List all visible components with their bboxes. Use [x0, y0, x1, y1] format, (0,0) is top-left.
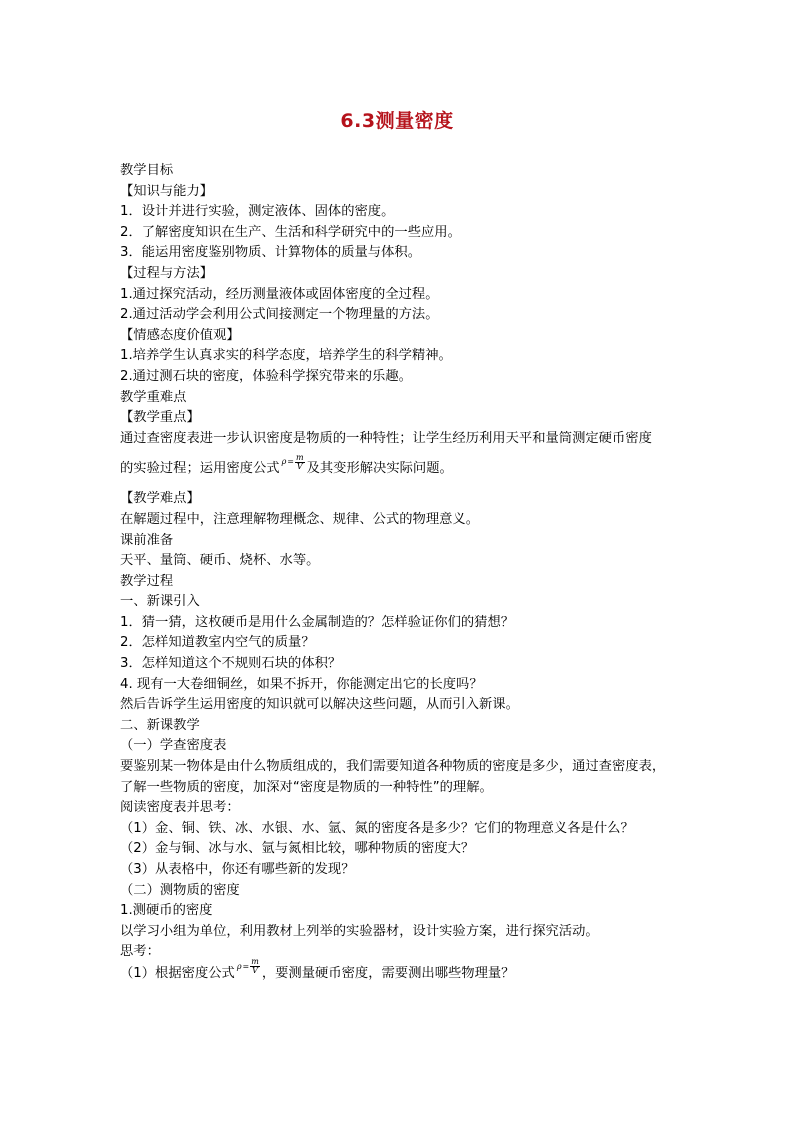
text-line: 教学重难点	[120, 389, 187, 405]
text-line: （1）金、铜、铁、冰、水银、水、氩、氮的密度各是多少？它们的物理意义各是什么？	[120, 820, 634, 836]
text-line: 教学过程	[120, 573, 174, 589]
text-line: 在解题过程中，注意理解物理概念、规律、公式的物理意义。	[120, 511, 480, 527]
density-formula	[282, 454, 305, 471]
text-line: 一、新课引入	[120, 594, 200, 610]
formula-rho: ρ	[281, 457, 287, 467]
text-line: 【知识与能力】	[120, 183, 214, 199]
text-line: 2．了解密度知识在生产、生活和科学研究中的一些应用。	[120, 224, 461, 240]
text-line: 【情感态度价值观】	[120, 327, 240, 343]
formula-numerator: m	[251, 957, 259, 967]
text-line: 1.通过探究活动，经历测量液体或固体密度的全过程。	[120, 286, 439, 302]
text-line: （二）测物质的密度	[120, 882, 240, 898]
text-line: 3．能运用密度鉴别物质、计算物体的质量与体积。	[120, 245, 421, 261]
text-line: 阅读密度表并思考：	[120, 800, 240, 816]
text-line: 通过查密度表进一步认识密度是物质的一种特性；让学生经历利用天平和量筒测定硬币密度	[120, 430, 652, 446]
text-line: 然后告诉学生运用密度的知识就可以解决这些问题，从而引入新课。	[120, 697, 519, 713]
document-body	[120, 161, 680, 985]
text-line: 4. 现有一大卷细铜丝，如果不拆开，你能测定出它的长度吗？	[120, 676, 483, 692]
formula-line	[120, 449, 680, 489]
text-line: 了解一些物质的密度，加深对“密度是物质的一种特性”的理解。	[120, 779, 493, 795]
text-line: 天平、量筒、硬币、烧杯、水等。	[120, 553, 320, 569]
text-line: 二、新课教学	[120, 717, 200, 733]
formula-line-after: 及其变形解决实际问题。	[306, 461, 453, 477]
page-title: 6.3测量密度	[340, 110, 454, 132]
formula-line-2	[120, 957, 680, 985]
text-line: 课前准备	[120, 532, 174, 548]
formula-line-before: 的实验过程；运用密度公式	[120, 461, 280, 477]
text-line: 【教学难点】	[120, 491, 200, 507]
last-line-after: ，要测量硬币密度，需要测出哪些物理量？	[261, 965, 515, 981]
text-line: 【过程与方法】	[120, 265, 214, 281]
text-line: （一）学查密度表	[120, 738, 227, 754]
text-line: 2.通过活动学会利用公式间接测定一个物理量的方法。	[120, 307, 439, 323]
text-line: （3）从表格中，你还有哪些新的发现？	[120, 862, 355, 877]
formula-denominator: V	[296, 461, 303, 471]
formula-numerator: m	[295, 452, 304, 462]
formula-denominator: V	[252, 966, 258, 976]
text-line: 2．怎样知道教室内空气的质量？	[120, 635, 315, 651]
text-line: 3．怎样知道这个不规则石块的体积？	[120, 656, 342, 672]
formula-fraction	[295, 454, 305, 471]
text-line: 教学目标	[120, 163, 174, 178]
text-line: （2）金与铜、冰与水、氩与氮相比较，哪种物质的密度大？	[120, 841, 475, 857]
density-formula-2	[237, 958, 260, 975]
formula-rho: ρ	[236, 961, 242, 971]
last-line-before: （1）根据密度公式	[120, 965, 235, 981]
text-line: 1.测硬币的密度	[120, 903, 213, 919]
text-line: 1．设计并进行实验，测定液体、固体的密度。	[120, 204, 395, 220]
formula-fraction	[250, 958, 260, 975]
formula-equals: =	[287, 457, 294, 467]
text-line: 以学习小组为单位，利用教材上列举的实验器材，设计实验方案，进行探究活动。	[120, 923, 599, 939]
text-line: 【教学重点】	[120, 410, 200, 426]
text-line: 思考：	[120, 944, 160, 960]
text-line: 1．猜一猜，这枚硬币是用什么金属制造的？怎样验证你们的猜想？	[120, 614, 515, 630]
formula-equals: =	[242, 961, 250, 971]
text-line: 1.培养学生认真求实的科学态度，培养学生的科学精神。	[120, 348, 452, 364]
text-line: 要鉴别某一物体是由什么物质组成的，我们需要知道各种物质的密度是多少，通过查密度表，	[120, 759, 666, 775]
text-line: 2.通过测石块的密度，体验科学探究带来的乐趣。	[120, 368, 412, 384]
